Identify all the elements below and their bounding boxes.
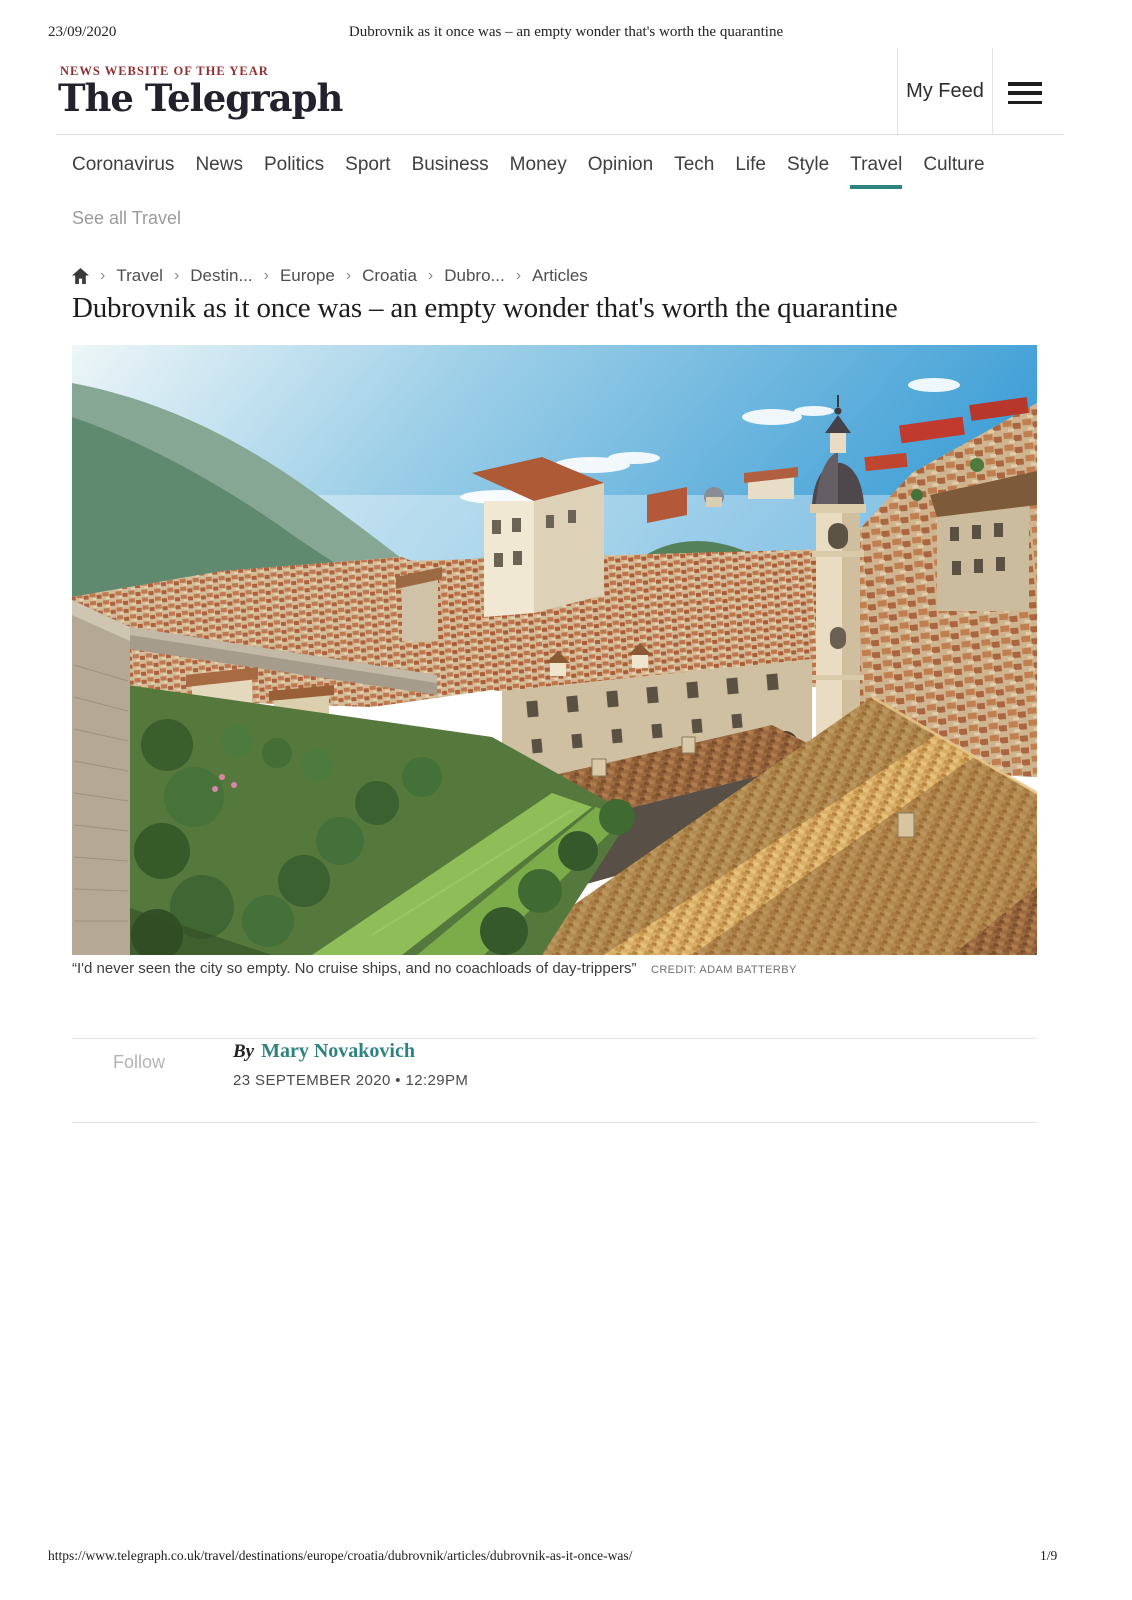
print-footer-url: https://www.telegraph.co.uk/travel/destinations/europe/croatia/dubrovnik/articles/dubrovnik-as-it-once-was/ xyxy=(48,1548,633,1563)
breadcrumb-separator: › xyxy=(427,267,434,284)
nav-item-business[interactable]: Business xyxy=(411,154,489,175)
news-website-of-the-year-tagline: NEWS WEBSITE OF THE YEAR xyxy=(60,64,269,78)
nav-item-sport[interactable]: Sport xyxy=(345,154,391,175)
nav-item-money[interactable]: Money xyxy=(509,154,567,175)
nav-item-opinion[interactable]: Opinion xyxy=(587,154,654,175)
nav-item-politics[interactable]: Politics xyxy=(263,154,325,175)
breadcrumb-articles[interactable]: Articles xyxy=(532,266,588,285)
follow-button[interactable]: Follow xyxy=(113,1052,166,1072)
nav-item-news[interactable]: News xyxy=(195,154,243,175)
breadcrumb-destinations[interactable]: Destin... xyxy=(190,266,253,285)
breadcrumb-europe[interactable]: Europe xyxy=(279,266,335,285)
breadcrumb-separator: › xyxy=(345,267,352,284)
author-link[interactable]: Mary Novakovich xyxy=(261,1040,415,1062)
breadcrumb-separator: › xyxy=(515,267,522,284)
breadcrumb-separator: › xyxy=(173,267,180,284)
print-date: 23/09/2020 xyxy=(48,24,117,40)
nav-item-life[interactable]: Life xyxy=(735,154,766,175)
byline xyxy=(233,1040,468,1089)
print-title: Dubrovnik as it once was – an empty wonder that's worth the quarantine xyxy=(348,24,784,40)
breadcrumb-separator: › xyxy=(100,267,106,284)
my-feed-button[interactable]: My Feed xyxy=(897,48,993,134)
primary-nav xyxy=(72,146,1002,192)
byline-prefix: By xyxy=(233,1041,255,1062)
image-caption xyxy=(72,960,1037,978)
nav-item-style[interactable]: Style xyxy=(786,154,830,175)
breadcrumb-separator: › xyxy=(263,267,269,284)
caption-credit: CREDIT: ADAM BATTERBY xyxy=(650,964,797,976)
breadcrumb-dubrovnik[interactable]: Dubro... xyxy=(444,266,505,285)
caption-quote: “I'd never seen the city so empty. No cruise ships, and no coachloads of day-trippers” xyxy=(72,960,637,977)
nav-item-travel[interactable]: Travel xyxy=(850,146,902,189)
hamburger-icon[interactable] xyxy=(1008,82,1042,104)
home-icon[interactable] xyxy=(72,268,89,284)
breadcrumb xyxy=(72,266,588,286)
byline-divider-bottom xyxy=(72,1122,1037,1123)
nav-item-tech[interactable]: Tech xyxy=(674,154,715,175)
breadcrumb-croatia[interactable]: Croatia xyxy=(362,266,417,285)
telegraph-logo[interactable]: The Telegraph xyxy=(58,76,343,120)
print-footer-page-indicator: 1/9 xyxy=(1040,1548,1058,1563)
article-headline: Dubrovnik as it once was – an empty wonder that's worth the quarantine xyxy=(72,292,898,324)
nav-item-culture[interactable]: Culture xyxy=(923,154,985,175)
nav-item-coronavirus[interactable]: Coronavirus xyxy=(72,154,175,175)
breadcrumb-travel[interactable]: Travel xyxy=(116,266,163,285)
hero-image xyxy=(72,345,1037,955)
published-datetime: 23 SEPTEMBER 2020 • 12:29PM xyxy=(233,1072,469,1089)
header-divider xyxy=(56,134,1064,135)
see-all-travel-link[interactable]: See all Travel xyxy=(72,208,182,228)
byline-divider-top xyxy=(72,1038,1037,1039)
